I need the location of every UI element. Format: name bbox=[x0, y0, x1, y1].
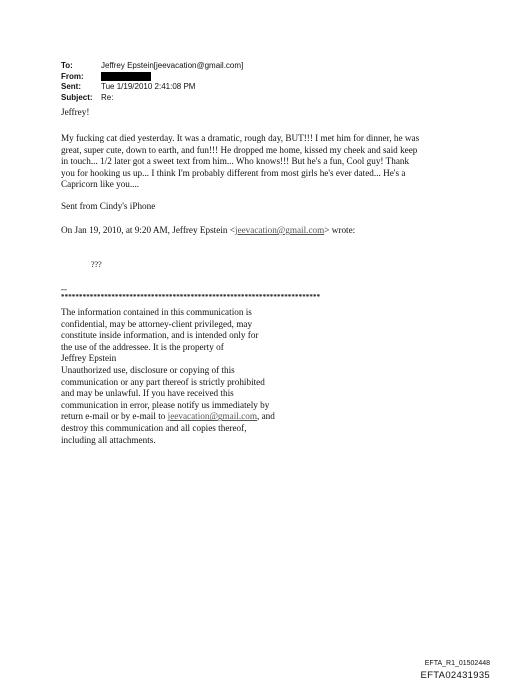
disclaimer-line: confidential, may be attorney-client privileged, may bbox=[61, 318, 253, 329]
from-redaction bbox=[101, 72, 151, 81]
greeting: Jeffrey! bbox=[61, 107, 90, 117]
disclaimer-line bbox=[61, 411, 321, 423]
disclaimer-line: destroy this communication and all copies thereof, bbox=[61, 422, 247, 433]
sent-label: Sent: bbox=[61, 82, 81, 91]
quoted-text: ??? bbox=[91, 260, 102, 269]
disclaimer-line: Unauthorized use, disclosure or copying of this bbox=[61, 364, 235, 375]
subject-label: Subject: bbox=[61, 92, 93, 102]
quote-intro-before: On Jan 19, 2010, at 9:20 AM, Jeffrey Epstein < bbox=[61, 225, 235, 235]
disclaimer-line: including all attachments. bbox=[61, 434, 156, 445]
disclaimer bbox=[61, 307, 321, 446]
message-line: in touch... 1/2 later got a sweet text from him... Who knows!!! But he's a fun, Cool guy! Thank bbox=[61, 156, 410, 167]
disclaimer-line: The information contained in this communication is bbox=[61, 307, 252, 317]
sent-from-line: Sent from Cindy's iPhone bbox=[61, 201, 156, 211]
message-line: great, super cute, down to earth, and fun!!! He dropped me home, kissed my cheek and said keep bbox=[61, 144, 418, 155]
disclaimer-line: communication in error, please notify us immediately by bbox=[61, 399, 270, 410]
to-row bbox=[61, 61, 243, 72]
sent-row bbox=[61, 82, 243, 93]
disclaimer-email-link[interactable]: jeevacation@gmail.com bbox=[167, 411, 257, 422]
disclaimer-line: the use of the addressee. It is the property of bbox=[61, 341, 224, 352]
signature-stars: ************************************************************************ bbox=[61, 293, 321, 301]
message-line: Capricorn like you.... bbox=[61, 179, 140, 190]
disclaimer-line: constitute inside information, and is intended only for bbox=[61, 330, 259, 341]
quote-email-link[interactable]: jeevacation@gmail.com bbox=[234, 225, 325, 235]
quote-intro-after: > wrote: bbox=[324, 225, 356, 235]
disclaimer-line: Jeffrey Epstein bbox=[61, 353, 117, 364]
sent-value: Tue 1/19/2010 2:41:08 PM bbox=[101, 82, 196, 91]
from-label: From: bbox=[61, 71, 84, 81]
subject-row bbox=[61, 93, 243, 104]
from-row bbox=[61, 72, 243, 83]
to-label: To: bbox=[61, 61, 73, 70]
disclaimer-line: and may be unlawful. If you have received this bbox=[61, 388, 234, 399]
disclaimer-line-after: , and bbox=[256, 411, 275, 422]
disclaimer-line-before: return e-mail or by e-mail to bbox=[61, 411, 168, 422]
message-line: My fucking cat died yesterday. It was a dramatic, rough day, BUT!!! I met him for dinner, he was bbox=[61, 133, 420, 143]
to-value: Jeffrey Epstein[jeevacation@gmail.com] bbox=[101, 61, 244, 70]
bates-number-secondary: EFTA02431935 bbox=[420, 670, 490, 681]
message-paragraph bbox=[61, 133, 481, 191]
subject-value: Re: bbox=[101, 92, 114, 102]
bates-number-primary: EFTA_R1_01502448 bbox=[424, 660, 490, 667]
message-line: you for hooking us up... I think I'm probably different from most girls he's ever dated... He's a bbox=[61, 167, 406, 178]
disclaimer-line: communication or any part thereof is strictly prohibited bbox=[61, 376, 265, 387]
email-header bbox=[61, 61, 243, 103]
quote-intro bbox=[61, 225, 481, 237]
signature-dash: -- bbox=[61, 284, 67, 294]
